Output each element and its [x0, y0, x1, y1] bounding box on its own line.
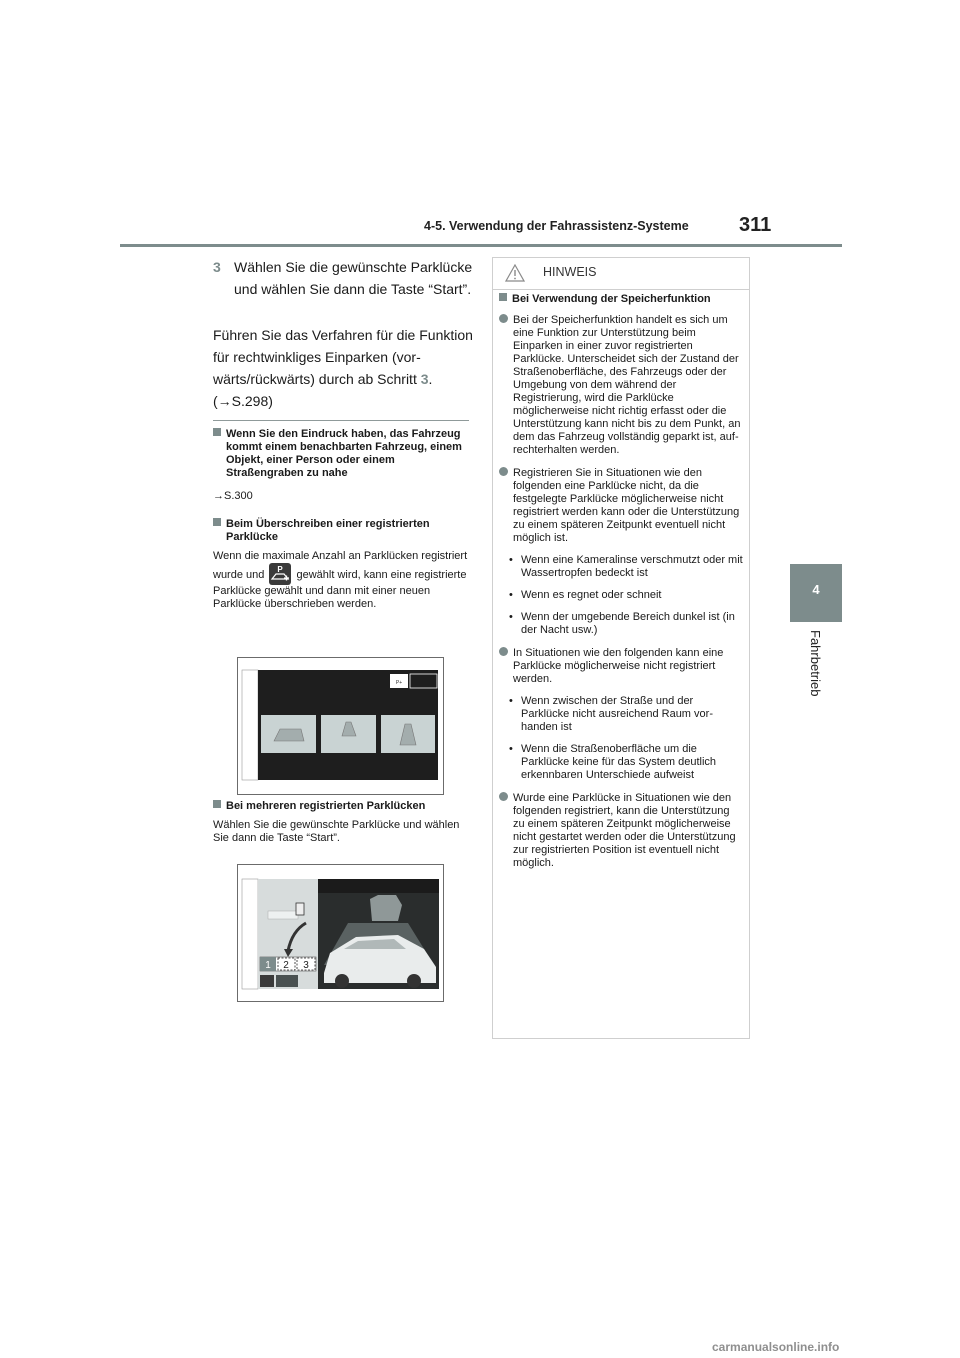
section-divider	[213, 420, 469, 421]
square-bullet-icon	[213, 518, 221, 526]
round-bullet-icon	[499, 792, 508, 801]
park-register-icon	[269, 563, 291, 585]
list-item: • Wenn eine Kameralinse verschmutzt oder mit Wassertropfen bedeckt ist	[509, 554, 744, 580]
list-item: • Wenn die Straßenoberfläche um die Parklücke keine für das System deutlich erkennbaren Unterschiede aufweist	[509, 743, 744, 782]
round-bullet-icon	[499, 314, 508, 323]
procedure-text-end: .	[428, 371, 433, 387]
section-text: Wenn die maximale Anzahl an Parklücken registriert wurde und P gewählt wird, kann eine registrierte Parklücke gewählt und dann mit einer neuen Parklücke überschrieben werden.	[213, 550, 468, 610]
svg-text:P: P	[277, 565, 284, 574]
notice-heading: Bei Verwendung der Speicherfunktion	[499, 293, 744, 306]
section-too-close	[213, 428, 471, 503]
figure-multiple-screen	[237, 864, 444, 1002]
warning-triangle-icon	[505, 264, 525, 282]
list-item: • Wenn zwischen der Straße und der Parklücke nicht ausreichend Raum vorhanden ist	[509, 695, 744, 734]
step-3	[213, 256, 473, 300]
notice-bullet-4: Wurde eine Parklücke in Situationen wie den folgenden registriert, kann die Unterstützung zu einem späteren Zeitpunkt möglicherweise nicht gestartet werden oder die Unterstützung zur registrierten Position ist eventuell nicht möglich.	[499, 792, 744, 870]
notice-bullet-1: Bei der Speicherfunktion handelt es sich um eine Funktion zur Unterstützung beim Einparken in einer zuvor registrierten Parklücke. Unterscheidet sich der Zustand der Straßenoberfläche, des Fahrzeugs oder der Umgebung von dem während der Registrierung, wird die Parklücke möglicherweise nicht richtig erfasst oder die Unterstützung kann nicht bis zu dem Punkt, an dem das Fahrzeug vollständig geparkt ist, aufrechterhalten werden.	[499, 314, 744, 457]
notice-title: HINWEIS	[543, 265, 597, 279]
step-text: Wählen Sie die gewünschte Parklücke und wählen Sie dann die Taste “Start”.	[234, 259, 473, 297]
section-heading: Beim Überschreiben einer registrierten Parklücke	[213, 518, 471, 544]
figure-overwrite-screen	[237, 657, 444, 795]
list-item: • Wenn es regnet oder schneit	[509, 589, 744, 602]
section-ref: →S.300	[213, 490, 253, 502]
section-multiple	[213, 800, 471, 845]
procedure-paragraph	[213, 324, 483, 412]
section-heading: Bei mehreren registrierten Parklücken	[213, 800, 471, 813]
list-item: • Wenn der umgebende Bereich dunkel ist (in der Nacht usw.)	[509, 611, 744, 637]
section-overwrite	[213, 518, 471, 611]
notice-header	[492, 257, 750, 290]
round-bullet-icon	[499, 647, 508, 656]
square-bullet-icon	[499, 293, 507, 301]
chapter-tab: 4	[790, 564, 842, 622]
step-ref: 3	[420, 371, 429, 387]
slot-1-label: 1	[265, 960, 271, 971]
page-ref: (→S.298)	[213, 393, 273, 409]
chapter-label	[790, 630, 842, 710]
footer-watermark: carmanualsonline.info	[712, 1340, 840, 1354]
round-bullet-icon	[499, 467, 508, 476]
chapter-title: Fahrbetrieb	[808, 630, 823, 697]
svg-text:P+: P+	[395, 680, 403, 686]
header-rule	[120, 244, 842, 247]
section-text: Wählen Sie die gewünschte Parklücke und wählen Sie dann die Taste “Start”.	[213, 819, 460, 844]
square-bullet-icon	[213, 800, 221, 808]
procedure-text: Führen Sie das Verfahren für die Funktion für rechtwinkliges Einparken (vorwärts/rückwärts) durch ab Schritt	[213, 327, 473, 387]
slot-2-label: 2	[283, 960, 289, 971]
notice-bullet-3: In Situationen wie den folgenden kann eine Parklücke möglicherweise nicht registriert werden.	[499, 647, 744, 686]
section-heading: Wenn Sie den Eindruck haben, das Fahrzeug kommt einem benachbarten Fahrzeug, einem Objekt, einer Person oder einem Straßengraben zu nahe	[213, 428, 471, 480]
section-title: 4-5. Verwendung der Fahrassistenz-Systeme	[424, 219, 689, 233]
slot-3-label: 3	[303, 960, 309, 971]
notice-bullet-2: Registrieren Sie in Situationen wie den folgenden eine Parklücke nicht, da die festgelegte Parklücke möglicherweise nicht registriert werden kann oder die Unterstützung zu einem späteren Zeitpunkt eventuell nicht möglich ist.	[499, 467, 744, 545]
notice-body	[499, 293, 744, 870]
square-bullet-icon	[213, 428, 221, 436]
step-number: 3	[213, 259, 221, 275]
page-number: 311	[739, 214, 772, 236]
